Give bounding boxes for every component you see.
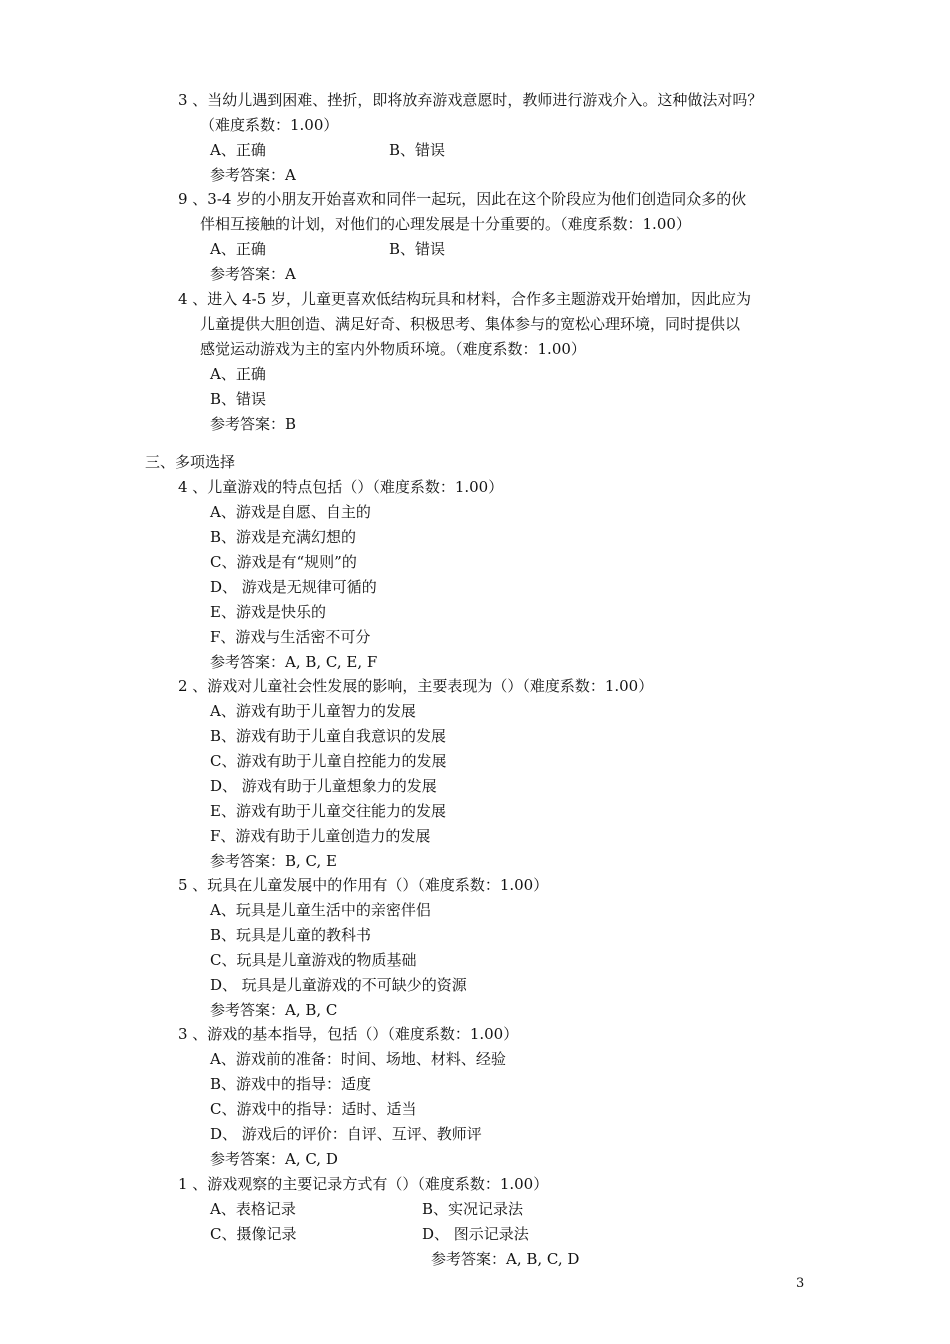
question-text: 2 、游戏对儿童社会性发展的影响，主要表现为（）（难度系数：1.00） <box>178 677 654 695</box>
option-item: A、游戏有助于儿童智力的发展 <box>210 702 416 720</box>
option-item: D、 图示记录法 <box>422 1225 529 1243</box>
option-item: B、玩具是儿童的教科书 <box>210 926 372 944</box>
section-title: 三、多项选择 <box>145 453 236 471</box>
question-text: 5 、玩具在儿童发展中的作用有（）（难度系数：1.00） <box>178 876 549 894</box>
option-item: C、摄像记录 <box>210 1225 297 1243</box>
question-text: 感觉运动游戏为主的室内外物质环境。（难度系数：1.00） <box>200 340 586 358</box>
reference-answer: 参考答案：A, B, C, D <box>431 1250 580 1268</box>
reference-answer: 参考答案：A <box>210 265 296 283</box>
page-number: 3 <box>796 1276 805 1291</box>
question-text: 1 、游戏观察的主要记录方式有（）（难度系数：1.00） <box>178 1175 549 1193</box>
option-item: A、游戏前的准备：时间、场地、材料、经验 <box>210 1050 506 1068</box>
question-text: 4 、儿童游戏的特点包括（）（难度系数：1.00） <box>178 478 504 496</box>
option-b: B、错误 <box>389 240 446 258</box>
option-item: E、游戏是快乐的 <box>210 603 326 621</box>
option-a: A、正确 <box>210 240 266 258</box>
question-text: （难度系数：1.00） <box>200 116 339 134</box>
option-item: F、游戏与生活密不可分 <box>210 628 371 646</box>
option-a: A、正确 <box>210 365 266 383</box>
reference-answer: 参考答案：A, C, D <box>210 1150 338 1168</box>
question-text: 4 、进入 4-5 岁，儿童更喜欢低结构玩具和材料，合作多主题游戏开始增加，因此应为 <box>178 290 752 308</box>
option-item: A、表格记录 <box>210 1200 296 1218</box>
option-a: A、正确 <box>210 141 266 159</box>
option-item: D、 玩具是儿童游戏的不可缺少的资源 <box>210 976 467 994</box>
option-item: B、游戏有助于儿童自我意识的发展 <box>210 727 447 745</box>
option-item: C、游戏中的指导：适时、适当 <box>210 1100 417 1118</box>
question-text: 儿童提供大胆创造、满足好奇、积极思考、集体参与的宽松心理环境，同时提供以 <box>200 315 741 333</box>
option-item: B、游戏是充满幻想的 <box>210 528 357 546</box>
option-item: D、 游戏有助于儿童想象力的发展 <box>210 777 437 795</box>
option-item: E、游戏有助于儿童交往能力的发展 <box>210 802 446 820</box>
option-item: B、游戏中的指导：适度 <box>210 1075 372 1093</box>
option-item: A、游戏是自愿、自主的 <box>210 503 371 521</box>
option-item: D、 游戏是无规律可循的 <box>210 578 377 596</box>
option-item: A、玩具是儿童生活中的亲密伴侣 <box>210 901 431 919</box>
reference-answer: 参考答案：A, B, C, E, F <box>210 653 378 671</box>
option-item: C、游戏有助于儿童自控能力的发展 <box>210 752 447 770</box>
question-text: 3 、游戏的基本指导，包括（）（难度系数：1.00） <box>178 1025 519 1043</box>
option-b: B、错误 <box>389 141 446 159</box>
reference-answer: 参考答案：B <box>210 415 297 433</box>
question-text: 9 、3-4 岁的小朋友开始喜欢和同伴一起玩，因此在这个阶段应为他们创造同众多的伙 <box>178 190 747 208</box>
reference-answer: 参考答案：A, B, C <box>210 1001 338 1019</box>
question-text: 伴相互接触的计划，对他们的心理发展是十分重要的。（难度系数：1.00） <box>200 215 691 233</box>
option-item: D、 游戏后的评价：自评、互评、教师评 <box>210 1125 482 1143</box>
option-item: F、游戏有助于儿童创造力的发展 <box>210 827 431 845</box>
reference-answer: 参考答案：B, C, E <box>210 852 337 870</box>
option-item: C、游戏是有“规则”的 <box>210 553 357 571</box>
reference-answer: 参考答案：A <box>210 166 296 184</box>
option-item: B、实况记录法 <box>422 1200 524 1218</box>
option-item: C、玩具是儿童游戏的物质基础 <box>210 951 417 969</box>
option-b: B、错误 <box>210 390 267 408</box>
question-text: 3 、当幼儿遇到困难、挫折，即将放弃游戏意愿时，教师进行游戏介入。这种做法对吗？ <box>178 91 763 109</box>
